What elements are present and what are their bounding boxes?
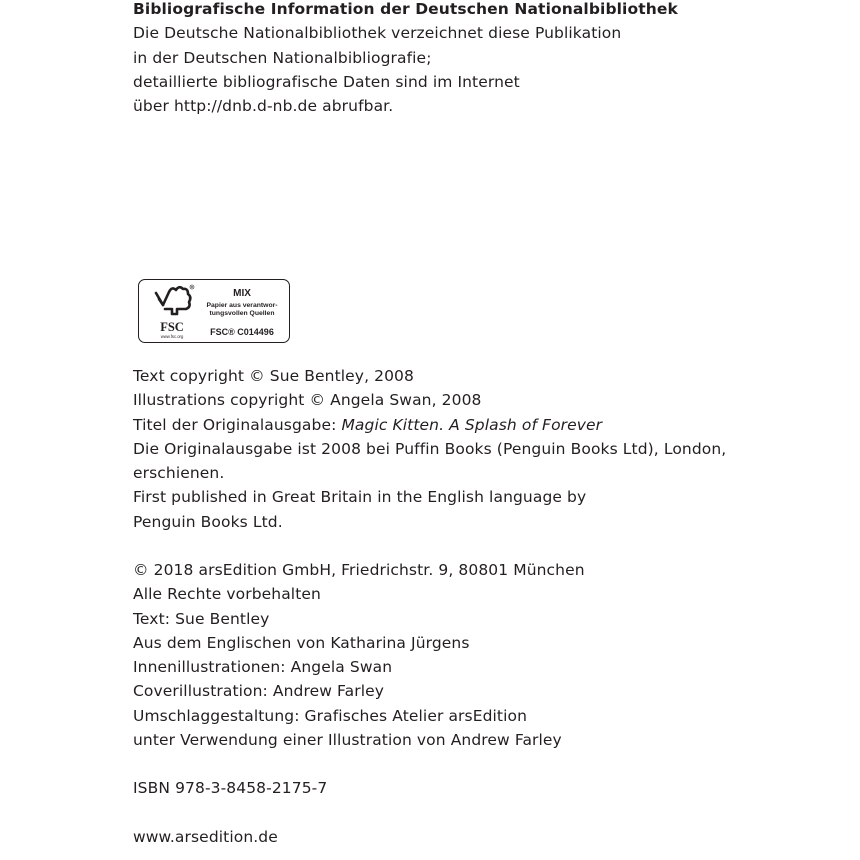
rights-reserved: Alle Rechte vorbehalten [133,585,321,604]
fsc-tree-checkmark-icon [148,283,196,341]
text-copyright: Text copyright © Sue Bentley, 2008 [133,367,414,385]
fsc-license-code: FSC® C014496 [210,327,274,337]
fsc-logo-url: www.fsc.org [160,334,184,339]
first-published-line: Penguin Books Ltd. [133,512,283,531]
fsc-mix-label: MIX [233,288,251,299]
copyright-block [133,364,726,534]
fsc-logo-text: FSC [160,320,184,334]
credit-cover-design-note: unter Verwendung einer Illustration von Andrew Farley [133,731,562,750]
illustrations-copyright: Illustrations copyright © Angela Swan, 2008 [133,391,482,410]
bibliographic-line: detaillierte bibliografische Daten sind im Internet [133,72,520,91]
bibliographic-heading: Bibliografische Information der Deutschen Nationalbibliothek [133,0,678,18]
bibliographic-line: Die Deutsche Nationalbibliothek verzeichnet diese Publikation [133,24,622,43]
credit-text: Text: Sue Bentley [133,609,270,628]
original-title-label: Titel der Originalausgabe: [133,415,342,434]
svg-text:R: R [190,285,194,290]
fsc-certification-label [138,279,290,343]
credit-cover-illustration: Coverillustration: Andrew Farley [133,682,385,701]
original-title: Magic Kitten. A Splash of Forever [341,415,603,434]
original-edition-line: Die Originalausgabe ist 2008 bei Puffin Books (Penguin Books Ltd), London, [133,439,727,458]
rights-block [133,558,585,752]
first-published-line: First published in Great Britain in the English language by [133,488,587,507]
fsc-claim-line: Papier aus verantwor- [206,302,278,309]
website-url: www.arsedition.de [133,828,278,846]
fsc-claim-line: tungsvollen Quellen [209,310,275,317]
bibliographic-line: über http://dnb.d-nb.de abrufbar. [133,97,394,116]
credit-cover-design: Umschlaggestaltung: Grafisches Atelier arsEdition [133,706,528,725]
fsc-claim [197,302,287,318]
bibliographic-information [133,0,678,118]
original-edition-line: erschienen. [133,464,225,483]
publisher-copyright: © 2018 arsEdition GmbH, Friedrichstr. 9, 80801 München [133,561,585,579]
isbn: ISBN 978-3-8458-2175-7 [133,779,328,797]
bibliographic-line: in der Deutschen Nationalbibliografie; [133,48,432,67]
credit-interior-illustrations: Innenillustrationen: Angela Swan [133,658,393,677]
credit-translation: Aus dem Englischen von Katharina Jürgens [133,633,470,652]
original-title-line [133,413,726,437]
